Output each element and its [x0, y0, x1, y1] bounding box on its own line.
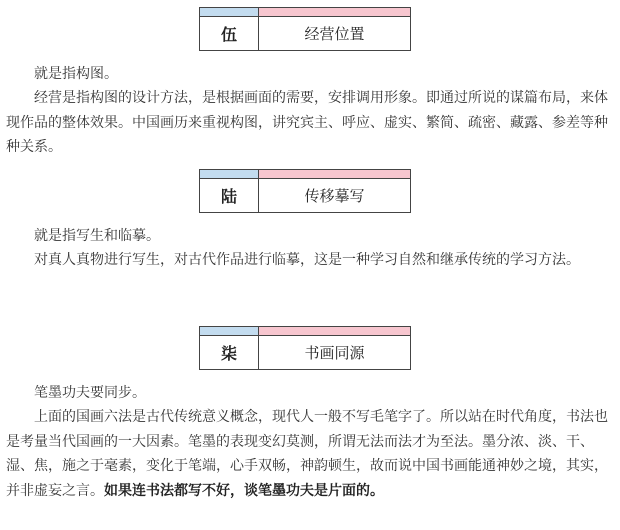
section-title: 书画同源	[304, 344, 365, 362]
section-title: 传移摹写	[304, 187, 365, 205]
section-body: 对真人真物进行写生，对古代作品进行临摹，这是一种学习自然和继承传统的学习方法。	[34, 252, 580, 268]
heading-box	[199, 335, 411, 370]
section-definition: 就是指构图。	[34, 66, 118, 82]
section-body-text: 上面的国画六法是古代传统意义概念，现代人一般不写毛笔字了。所以站在时代角度，书法也是考量当代国画的一大因素。笔墨的表现变幻莫测，所谓无法而法才为至法。墨分浓、淡、干、湿、焦，施之于毫素，变化于笔端，心手双畅，神韵顿生，故而说中国书画能通神妙之境，其实，并非虚妄之言。	[6, 409, 608, 499]
section-body	[6, 405, 614, 503]
section-definition: 就是指写生和临摹。	[34, 228, 160, 244]
heading-box	[199, 16, 411, 51]
section-heading-6	[199, 169, 411, 213]
section-body: 经营是指构图的设计方法，是根据画面的需要，安排调用形象。即通过所说的谋篇布局，来体现作品的整体效果。中国画历来重视构图，讲究宾主、呼应、虚实、繁简、疏密、藏露、参差等种种关系。	[6, 90, 608, 155]
section-heading-7	[199, 326, 411, 370]
section-number: 伍	[200, 17, 259, 50]
heading-box	[199, 178, 411, 213]
section-title: 经营位置	[304, 25, 365, 43]
section-definition: 笔墨功夫要同步。	[34, 385, 146, 401]
section-number: 柒	[200, 336, 259, 369]
section-heading-5	[199, 7, 411, 51]
section-number: 陆	[200, 179, 259, 212]
section-emphasis: 如果连书法都写不好，谈笔墨功夫是片面的。	[104, 482, 384, 499]
